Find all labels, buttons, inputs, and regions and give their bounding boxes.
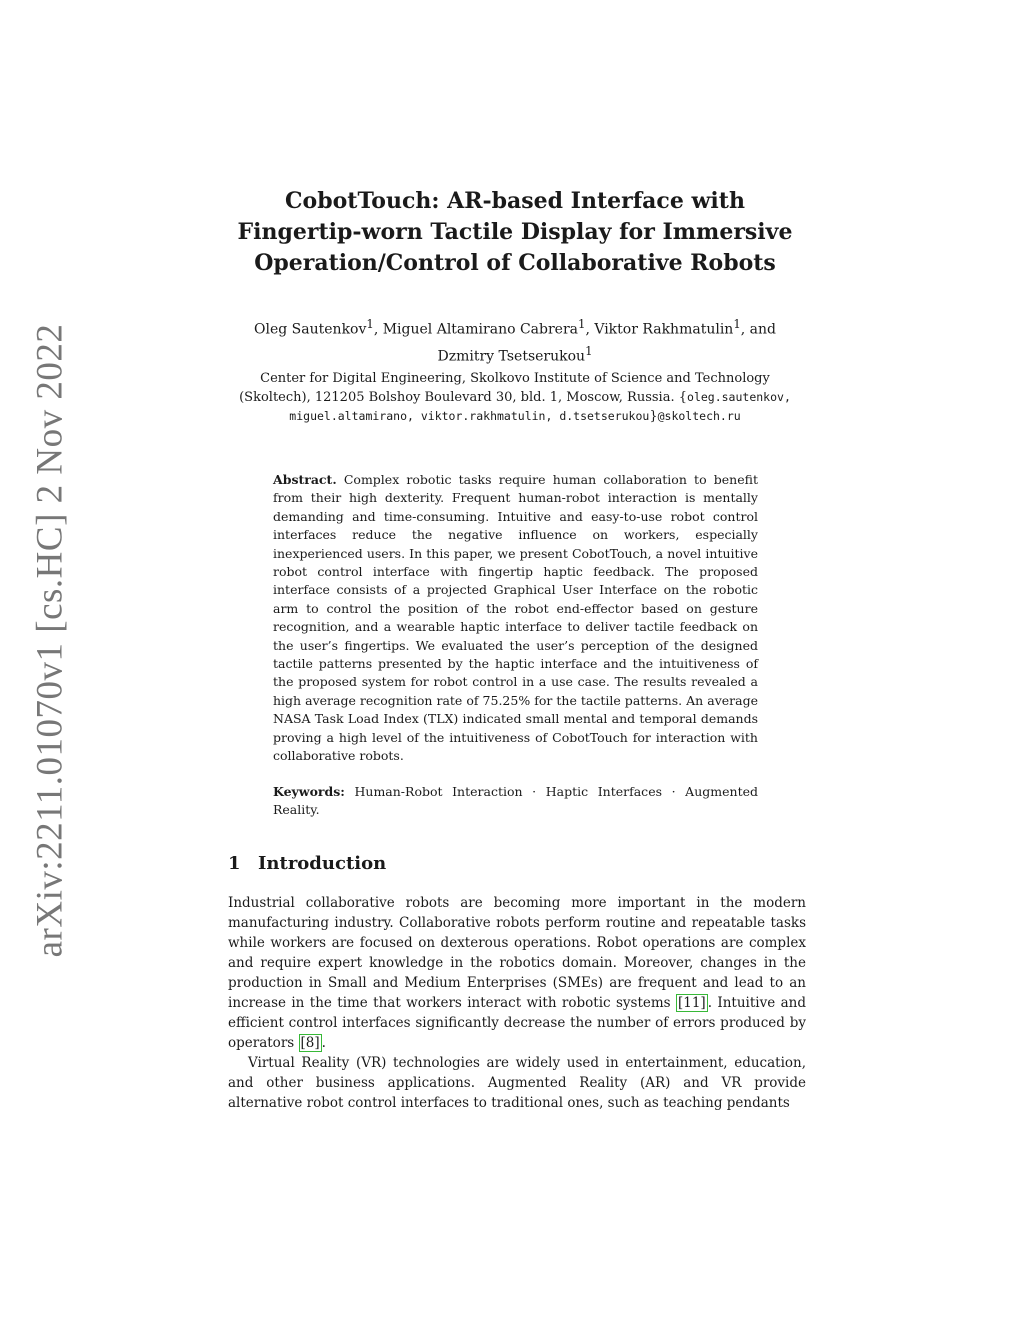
citation-link[interactable]: [8] xyxy=(300,1035,320,1051)
affiliation-mark: 1 xyxy=(733,317,741,331)
section-number: 1 xyxy=(228,853,241,874)
abstract-label: Abstract. xyxy=(273,472,337,487)
section-title: Introduction xyxy=(258,853,387,874)
title-line: CobotTouch: AR-based Interface with xyxy=(285,188,745,214)
author-name: Oleg Sautenkov xyxy=(254,321,367,338)
author-list xyxy=(230,314,800,367)
author-name: Dzmitry Tsetserukou xyxy=(437,348,586,365)
paragraph xyxy=(228,893,806,1053)
title-line: Fingertip-worn Tactile Display for Immersive xyxy=(237,219,793,245)
separator: , xyxy=(373,321,383,338)
separator: , xyxy=(585,321,595,338)
affiliation-mark: 1 xyxy=(585,343,593,358)
title-line: Operation/Control of Collaborative Robots xyxy=(254,250,776,276)
citation-link[interactable]: [11] xyxy=(677,995,706,1011)
email-brace: { xyxy=(678,390,688,405)
email[interactable]: miguel.altamirano, viktor.rakhmatulin, d.tsetserukou xyxy=(289,409,650,423)
affiliation xyxy=(215,370,815,426)
paragraph-text: . xyxy=(321,1035,326,1051)
paragraph: Virtual Reality (VR) technologies are widely used in entertainment, education, and other business applications. Augmented Reality (AR) and VR provide alternative robot control interfaces to traditional ones, such as teaching pendants xyxy=(228,1055,806,1111)
affiliation-line xyxy=(215,407,815,426)
affiliation-line: Center for Digital Engineering, Skolkovo Institute of Science and Technology xyxy=(260,371,770,386)
keywords-text: Human-Robot Interaction · Haptic Interfaces · Augmented Reality. xyxy=(273,784,758,818)
paper-title xyxy=(230,186,800,279)
arxiv-id-text: arXiv:2211.01070v1 [cs.HC] 2 Nov 2022 xyxy=(29,323,71,957)
section-heading xyxy=(228,852,828,876)
keywords-label: Keywords: xyxy=(273,784,345,799)
email-brace: } xyxy=(649,409,658,424)
author-name: Miguel Altamirano Cabrera xyxy=(382,321,579,338)
email[interactable]: oleg.sautenkov, xyxy=(687,390,791,404)
affiliation-address: (Skoltech), 121205 Bolshoy Boulevard 30, bld. 1, Moscow, Russia. xyxy=(239,390,675,405)
separator: , and xyxy=(740,321,776,338)
abstract-text: Complex robotic tasks require human collaboration to benefit from their high dexterity. Frequent human-robot interaction is mentally demanding and time-consuming. Intuitive and easy-to-use robot control interfaces reduce the negative influence on workers, especially inexperienced users. In this paper, we present CobotTouch, a novel intuitive robot control interface with fingertip haptic feedback. The proposed interface consists of a projected Graphical User Interface on the robotic arm to control the position of the robot end-effector based on gesture recognition, and a wearable haptic interface to deliver tactile feedback on the user’s fingertips. We evaluated the user’s perception of the designed tactile patterns presented by the haptic interface and the intuitiveness of the proposed system for robot control in a use case. The results revealed a high average recognition rate of 75.25% for the tactile patterns. An average NASA Task Load Index (TLX) indicated small mental and temporal demands proving a high level of the intuitiveness of CobotTouch for interaction with collaborative robots. xyxy=(273,472,758,764)
paragraph-text: Industrial collaborative robots are becoming more important in the modern manufacturing industry. Collaborative robots perform routine and repeatable tasks while workers are focused on dexterous operations. Robot operations are complex and require expert knowledge in the robotics domain. Moreover, changes in the production in Small and Medium Enterprises (SMEs) are frequent and lead to an increase in the time that workers interact with robotic systems xyxy=(228,895,806,1011)
email-domain[interactable]: @skoltech.ru xyxy=(657,409,741,423)
body-text xyxy=(228,893,806,1113)
affiliation-mark: 1 xyxy=(366,317,374,331)
affiliation-mark: 1 xyxy=(578,317,586,331)
paragraph-text: . Intuitive and efficient control interfaces significantly decrease the number of errors produced by operators xyxy=(228,995,806,1051)
arxiv-identifier xyxy=(20,323,80,957)
keywords xyxy=(273,783,758,820)
author-name: Viktor Rakhmatulin xyxy=(594,321,734,338)
abstract xyxy=(273,471,758,766)
affiliation-line xyxy=(215,388,815,407)
